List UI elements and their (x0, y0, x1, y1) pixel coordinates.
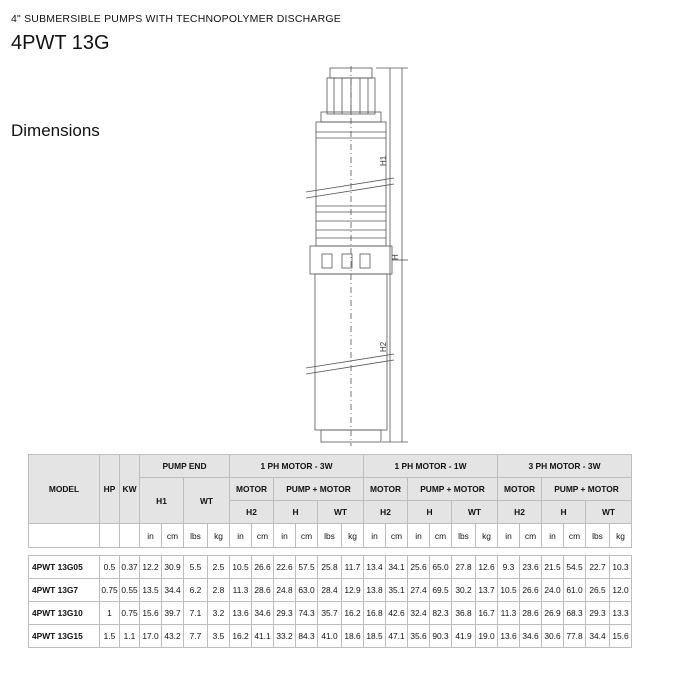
value-cell: 1.1 (120, 625, 140, 648)
label-h1: H1 (379, 155, 388, 166)
value-cell: 0.55 (120, 579, 140, 602)
value-cell: 13.8 (364, 579, 386, 602)
value-cell: 41.0 (318, 625, 342, 648)
value-cell: 25.6 (408, 556, 430, 579)
unit-label: lbs (318, 524, 342, 548)
value-cell: 43.2 (162, 625, 184, 648)
value-cell: 3.5 (208, 625, 230, 648)
value-cell: 34.4 (586, 625, 610, 648)
value-cell: 27.4 (408, 579, 430, 602)
unit-label: in (498, 524, 520, 548)
value-cell: 77.8 (564, 625, 586, 648)
value-cell: 0.37 (120, 556, 140, 579)
value-cell: 34.1 (386, 556, 408, 579)
value-cell: 15.6 (610, 625, 632, 648)
value-cell: 30.9 (162, 556, 184, 579)
unit-label: cm (252, 524, 274, 548)
value-cell: 32.4 (408, 602, 430, 625)
spacer-cell (29, 548, 632, 556)
value-cell: 23.6 (520, 556, 542, 579)
coupling-bolts (322, 254, 370, 268)
value-cell: 1.5 (100, 625, 120, 648)
value-cell: 35.7 (318, 602, 342, 625)
value-cell: 12.9 (342, 579, 364, 602)
value-cell: 24.0 (542, 579, 564, 602)
value-cell: 28.4 (318, 579, 342, 602)
value-cell: 82.3 (430, 602, 452, 625)
break-lines-lower (306, 354, 394, 374)
value-cell: 11.7 (342, 556, 364, 579)
value-cell: 1 (100, 602, 120, 625)
header-pump-motor: PUMP + MOTOR (408, 478, 498, 501)
unit-label: in (542, 524, 564, 548)
header-h: H (274, 501, 318, 524)
unit-label: in (408, 524, 430, 548)
value-cell: 30.6 (542, 625, 564, 648)
value-cell: 84.3 (296, 625, 318, 648)
header-hp: HP (100, 455, 120, 524)
document-subtitle: 4" SUBMERSIBLE PUMPS WITH TECHNOPOLYMER DISCHARGE (11, 13, 341, 25)
units-blank (100, 524, 120, 548)
value-cell: 0.75 (100, 579, 120, 602)
unit-label: cm (520, 524, 542, 548)
label-h: H (391, 254, 400, 260)
value-cell: 13.6 (230, 602, 252, 625)
value-cell: 26.9 (542, 602, 564, 625)
value-cell: 65.0 (430, 556, 452, 579)
value-cell: 12.6 (476, 556, 498, 579)
header-h2: H2 (364, 501, 408, 524)
value-cell: 11.3 (498, 602, 520, 625)
value-cell: 35.1 (386, 579, 408, 602)
value-cell: 27.8 (452, 556, 476, 579)
model-cell: 4PWT 13G15 (29, 625, 100, 648)
value-cell: 13.6 (498, 625, 520, 648)
model-cell: 4PWT 13G10 (29, 602, 100, 625)
value-cell: 69.5 (430, 579, 452, 602)
value-cell: 47.1 (386, 625, 408, 648)
value-cell: 34.4 (162, 579, 184, 602)
dimensions-table (28, 454, 632, 648)
value-cell: 25.8 (318, 556, 342, 579)
unit-label: lbs (184, 524, 208, 548)
value-cell: 12.2 (140, 556, 162, 579)
value-cell: 68.3 (564, 602, 586, 625)
value-cell: 29.3 (274, 602, 296, 625)
table-row (29, 579, 632, 602)
unit-label: lbs (452, 524, 476, 548)
header-3ph-3w: 3 PH MOTOR - 3W (498, 455, 632, 478)
unit-label: cm (430, 524, 452, 548)
unit-label: cm (386, 524, 408, 548)
unit-label: in (274, 524, 296, 548)
value-cell: 34.6 (252, 602, 274, 625)
value-cell: 61.0 (564, 579, 586, 602)
label-h2: H2 (379, 341, 388, 352)
header-wt: WT (586, 501, 632, 524)
units-blank (29, 524, 100, 548)
value-cell: 16.2 (230, 625, 252, 648)
unit-label: cm (162, 524, 184, 548)
pump-dimension-drawing (290, 66, 420, 448)
value-cell: 13.7 (476, 579, 498, 602)
value-cell: 26.5 (586, 579, 610, 602)
unit-label: cm (564, 524, 586, 548)
header-wt: WT (184, 478, 230, 524)
value-cell: 17.0 (140, 625, 162, 648)
value-cell: 18.5 (364, 625, 386, 648)
unit-label: kg (610, 524, 632, 548)
table-row (29, 556, 632, 579)
header-h2: H2 (498, 501, 542, 524)
value-cell: 28.6 (520, 602, 542, 625)
value-cell: 13.3 (610, 602, 632, 625)
header-pump-end: PUMP END (140, 455, 230, 478)
value-cell: 0.5 (100, 556, 120, 579)
value-cell: 7.1 (184, 602, 208, 625)
value-cell: 10.5 (230, 556, 252, 579)
value-cell: 16.8 (364, 602, 386, 625)
value-cell: 19.0 (476, 625, 498, 648)
value-cell: 21.5 (542, 556, 564, 579)
header-h: H (408, 501, 452, 524)
header-pump-motor: PUMP + MOTOR (542, 478, 632, 501)
units-blank (120, 524, 140, 548)
header-model: MODEL (29, 455, 100, 524)
model-cell: 4PWT 13G05 (29, 556, 100, 579)
value-cell: 22.6 (274, 556, 296, 579)
value-cell: 0.75 (120, 602, 140, 625)
value-cell: 34.6 (520, 625, 542, 648)
header-pump-motor: PUMP + MOTOR (274, 478, 364, 501)
value-cell: 36.8 (452, 602, 476, 625)
value-cell: 74.3 (296, 602, 318, 625)
model-cell: 4PWT 13G7 (29, 579, 100, 602)
value-cell: 13.5 (140, 579, 162, 602)
header-motor: MOTOR (364, 478, 408, 501)
value-cell: 3.2 (208, 602, 230, 625)
header-row-groups (29, 455, 632, 478)
value-cell: 33.2 (274, 625, 296, 648)
value-cell: 10.5 (498, 579, 520, 602)
header-wt: WT (452, 501, 498, 524)
value-cell: 41.1 (252, 625, 274, 648)
value-cell: 90.3 (430, 625, 452, 648)
unit-label: kg (208, 524, 230, 548)
header-kw: KW (120, 455, 140, 524)
value-cell: 28.6 (252, 579, 274, 602)
value-cell: 57.5 (296, 556, 318, 579)
value-cell: 16.2 (342, 602, 364, 625)
value-cell: 15.6 (140, 602, 162, 625)
value-cell: 42.6 (386, 602, 408, 625)
header-h: H (542, 501, 586, 524)
value-cell: 35.6 (408, 625, 430, 648)
header-h1: H1 (140, 478, 184, 524)
unit-label: cm (296, 524, 318, 548)
value-cell: 29.3 (586, 602, 610, 625)
header-1ph-3w: 1 PH MOTOR - 3W (230, 455, 364, 478)
table-spacer (29, 548, 632, 556)
unit-label: in (230, 524, 252, 548)
table-row (29, 602, 632, 625)
value-cell: 6.2 (184, 579, 208, 602)
value-cell: 2.5 (208, 556, 230, 579)
value-cell: 13.4 (364, 556, 386, 579)
unit-label: in (140, 524, 162, 548)
value-cell: 10.3 (610, 556, 632, 579)
product-title: 4PWT 13G (11, 32, 110, 54)
value-cell: 26.6 (520, 579, 542, 602)
value-cell: 30.2 (452, 579, 476, 602)
section-heading: Dimensions (11, 121, 100, 140)
value-cell: 11.3 (230, 579, 252, 602)
value-cell: 41.9 (452, 625, 476, 648)
value-cell: 26.6 (252, 556, 274, 579)
value-cell: 39.7 (162, 602, 184, 625)
header-motor: MOTOR (230, 478, 274, 501)
value-cell: 7.7 (184, 625, 208, 648)
header-1ph-1w: 1 PH MOTOR - 1W (364, 455, 498, 478)
value-cell: 16.7 (476, 602, 498, 625)
table-row (29, 625, 632, 648)
value-cell: 12.0 (610, 579, 632, 602)
header-wt: WT (318, 501, 364, 524)
value-cell: 18.6 (342, 625, 364, 648)
unit-label: lbs (586, 524, 610, 548)
unit-label: kg (342, 524, 364, 548)
value-cell: 22.7 (586, 556, 610, 579)
header-h2: H2 (230, 501, 274, 524)
value-cell: 9.3 (498, 556, 520, 579)
value-cell: 2.8 (208, 579, 230, 602)
unit-label: in (364, 524, 386, 548)
header-motor: MOTOR (498, 478, 542, 501)
value-cell: 24.8 (274, 579, 296, 602)
break-lines-upper (306, 178, 394, 198)
value-cell: 5.5 (184, 556, 208, 579)
value-cell: 54.5 (564, 556, 586, 579)
value-cell: 63.0 (296, 579, 318, 602)
header-row-units (29, 524, 632, 548)
unit-label: kg (476, 524, 498, 548)
